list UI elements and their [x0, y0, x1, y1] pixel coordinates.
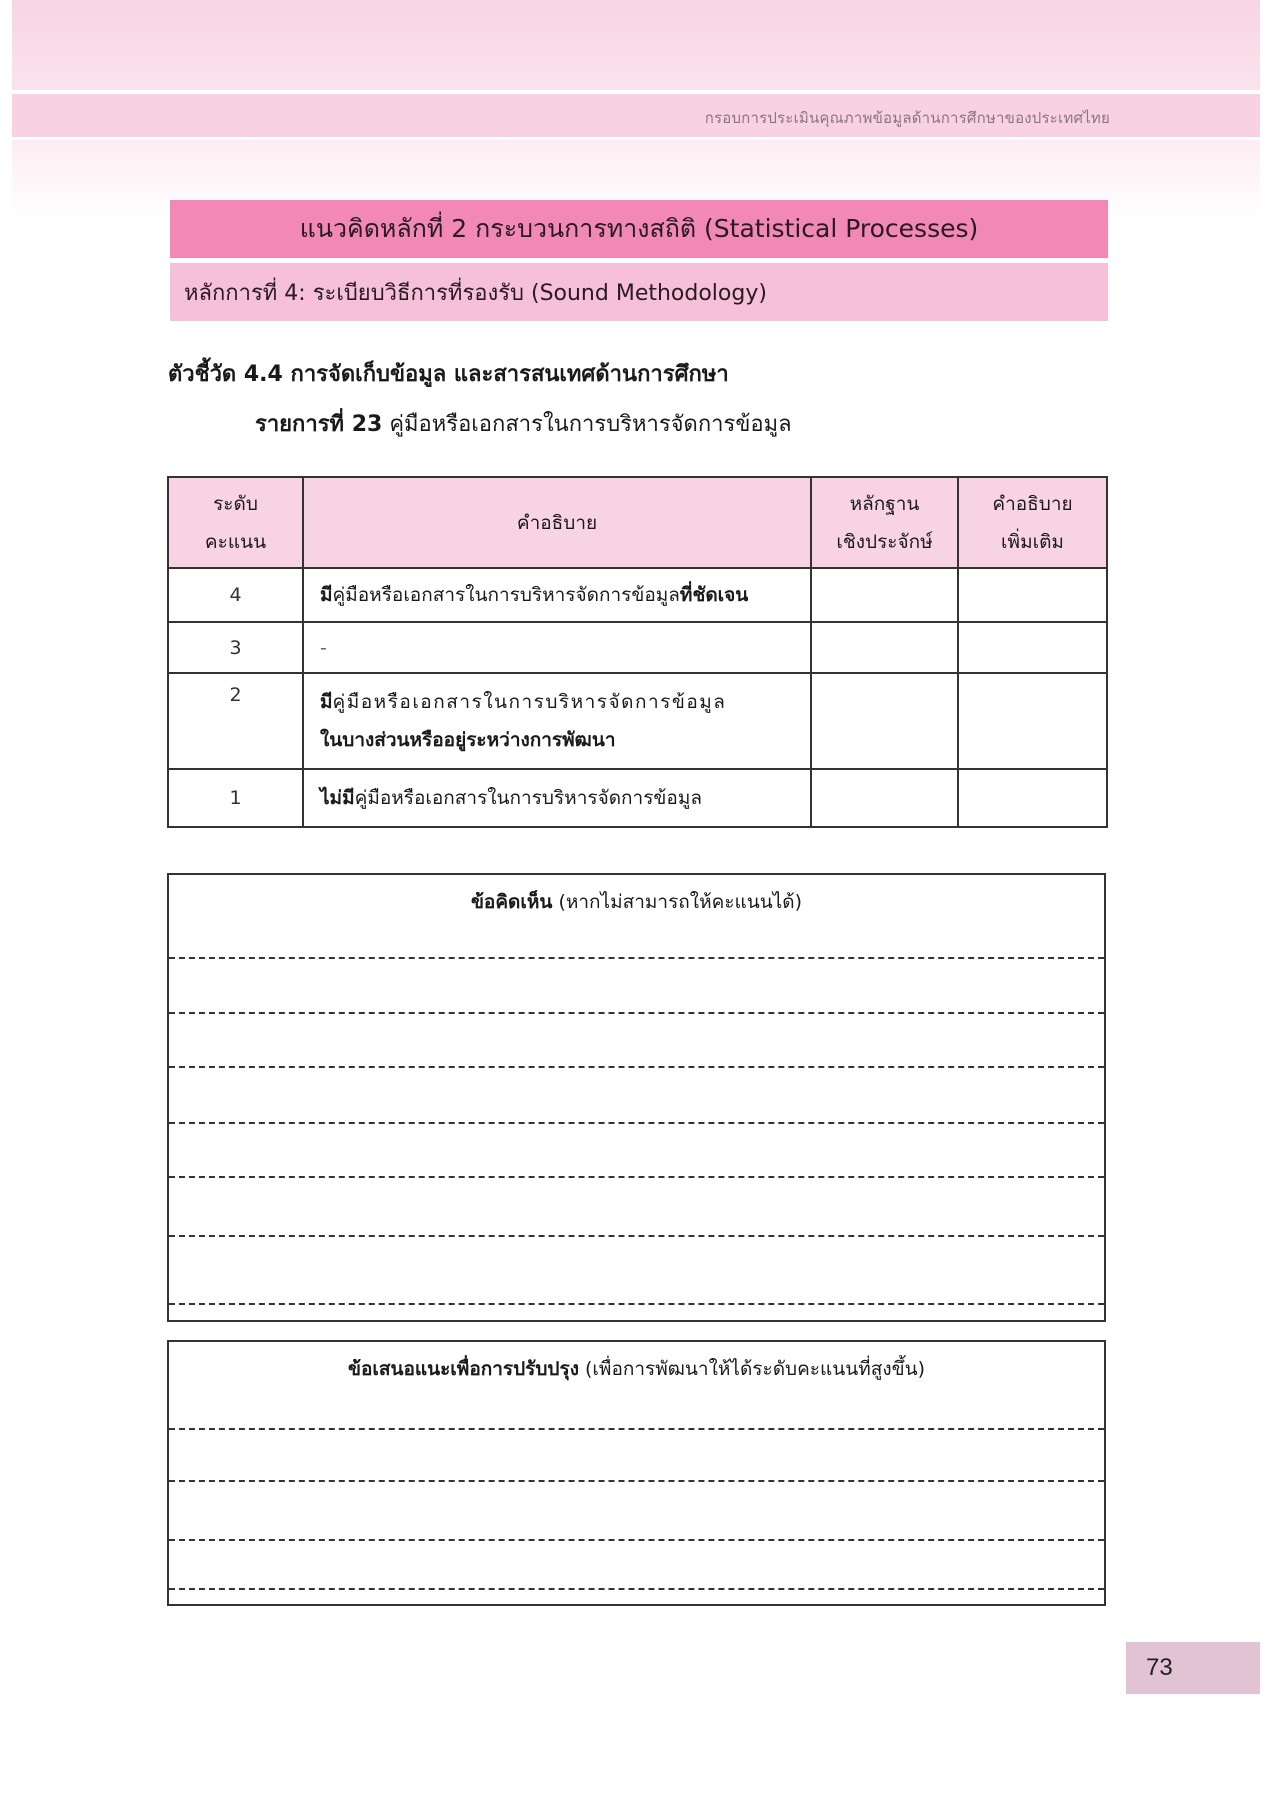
comments-box[interactable] [167, 873, 1106, 1322]
evidence-cell[interactable] [811, 622, 958, 673]
table-row [168, 673, 1107, 769]
scoring-table [167, 476, 1108, 828]
suggestions-box[interactable] [167, 1340, 1106, 1606]
writing-line [169, 1480, 1104, 1482]
header-description: คำอธิบาย [303, 477, 811, 568]
header-score: ระดับ คะแนน [168, 477, 303, 568]
header-band [12, 0, 1260, 90]
extra-cell[interactable] [958, 673, 1107, 769]
indicator-title: ตัวชี้วัด 4.4 การจัดเก็บข้อมูล และสารสนเทศด้านการศึกษา [168, 362, 729, 387]
writing-line [169, 1303, 1104, 1305]
description-cell: มีคู่มือหรือเอกสารในการบริหารจัดการข้อมูล ในบางส่วนหรืออยู่ระหว่างการพัฒนา [303, 673, 811, 769]
table-row [168, 769, 1107, 827]
writing-line [169, 1066, 1104, 1068]
suggestions-title: ข้อเสนอแนะเพื่อการปรับปรุง (เพื่อการพัฒนาให้ได้ระดับคะแนนที่สูงขึ้น) [347, 1358, 926, 1380]
item-heading [255, 406, 792, 441]
extra-cell[interactable] [958, 568, 1107, 622]
description-cell: มีคู่มือหรือเอกสารในการบริหารจัดการข้อมูลที่ชัดเจน [303, 568, 811, 622]
description-cell: - [303, 622, 811, 673]
table-row [168, 622, 1107, 673]
score-cell: 4 [168, 568, 303, 622]
score-cell: 3 [168, 622, 303, 673]
evidence-cell[interactable] [811, 673, 958, 769]
description-cell: ไม่มีคู่มือหรือเอกสารในการบริหารจัดการข้อมูล [303, 769, 811, 827]
item-label: รายการที่ 23 [255, 412, 383, 437]
writing-line [169, 1539, 1104, 1541]
writing-line [169, 1122, 1104, 1124]
header-evidence: หลักฐาน เชิงประจักษ์ [811, 477, 958, 568]
evidence-cell[interactable] [811, 769, 958, 827]
writing-line [169, 1012, 1104, 1014]
writing-line [169, 957, 1104, 959]
concept-heading [170, 200, 1108, 258]
table-row [168, 568, 1107, 622]
comments-title: ข้อคิดเห็น (หากไม่สามารถให้คะแนนได้) [470, 891, 803, 913]
table-header-row [168, 477, 1107, 568]
writing-line [169, 1235, 1104, 1237]
item-title: คู่มือหรือเอกสารในการบริหารจัดการข้อมูล [389, 412, 792, 437]
page-number: 73 [1126, 1642, 1260, 1694]
running-title: กรอบการประเมินคุณภาพข้อมูลด้านการศึกษาของประเทศไทย [704, 109, 1110, 127]
writing-line [169, 1588, 1104, 1590]
principle-title: หลักการที่ 4: ระเบียบวิธีการที่รองรับ (Sound Methodology) [184, 280, 767, 306]
header-extra: คำอธิบาย เพิ่มเติม [958, 477, 1107, 568]
writing-line [169, 1428, 1104, 1430]
score-cell: 1 [168, 769, 303, 827]
principle-heading [170, 263, 1108, 321]
writing-line [169, 1176, 1104, 1178]
extra-cell[interactable] [958, 769, 1107, 827]
concept-title: แนวคิดหลักที่ 2 กระบวนการทางสถิติ (Statistical Processes) [299, 214, 979, 243]
evidence-cell[interactable] [811, 568, 958, 622]
extra-cell[interactable] [958, 622, 1107, 673]
score-cell: 2 [168, 673, 303, 769]
